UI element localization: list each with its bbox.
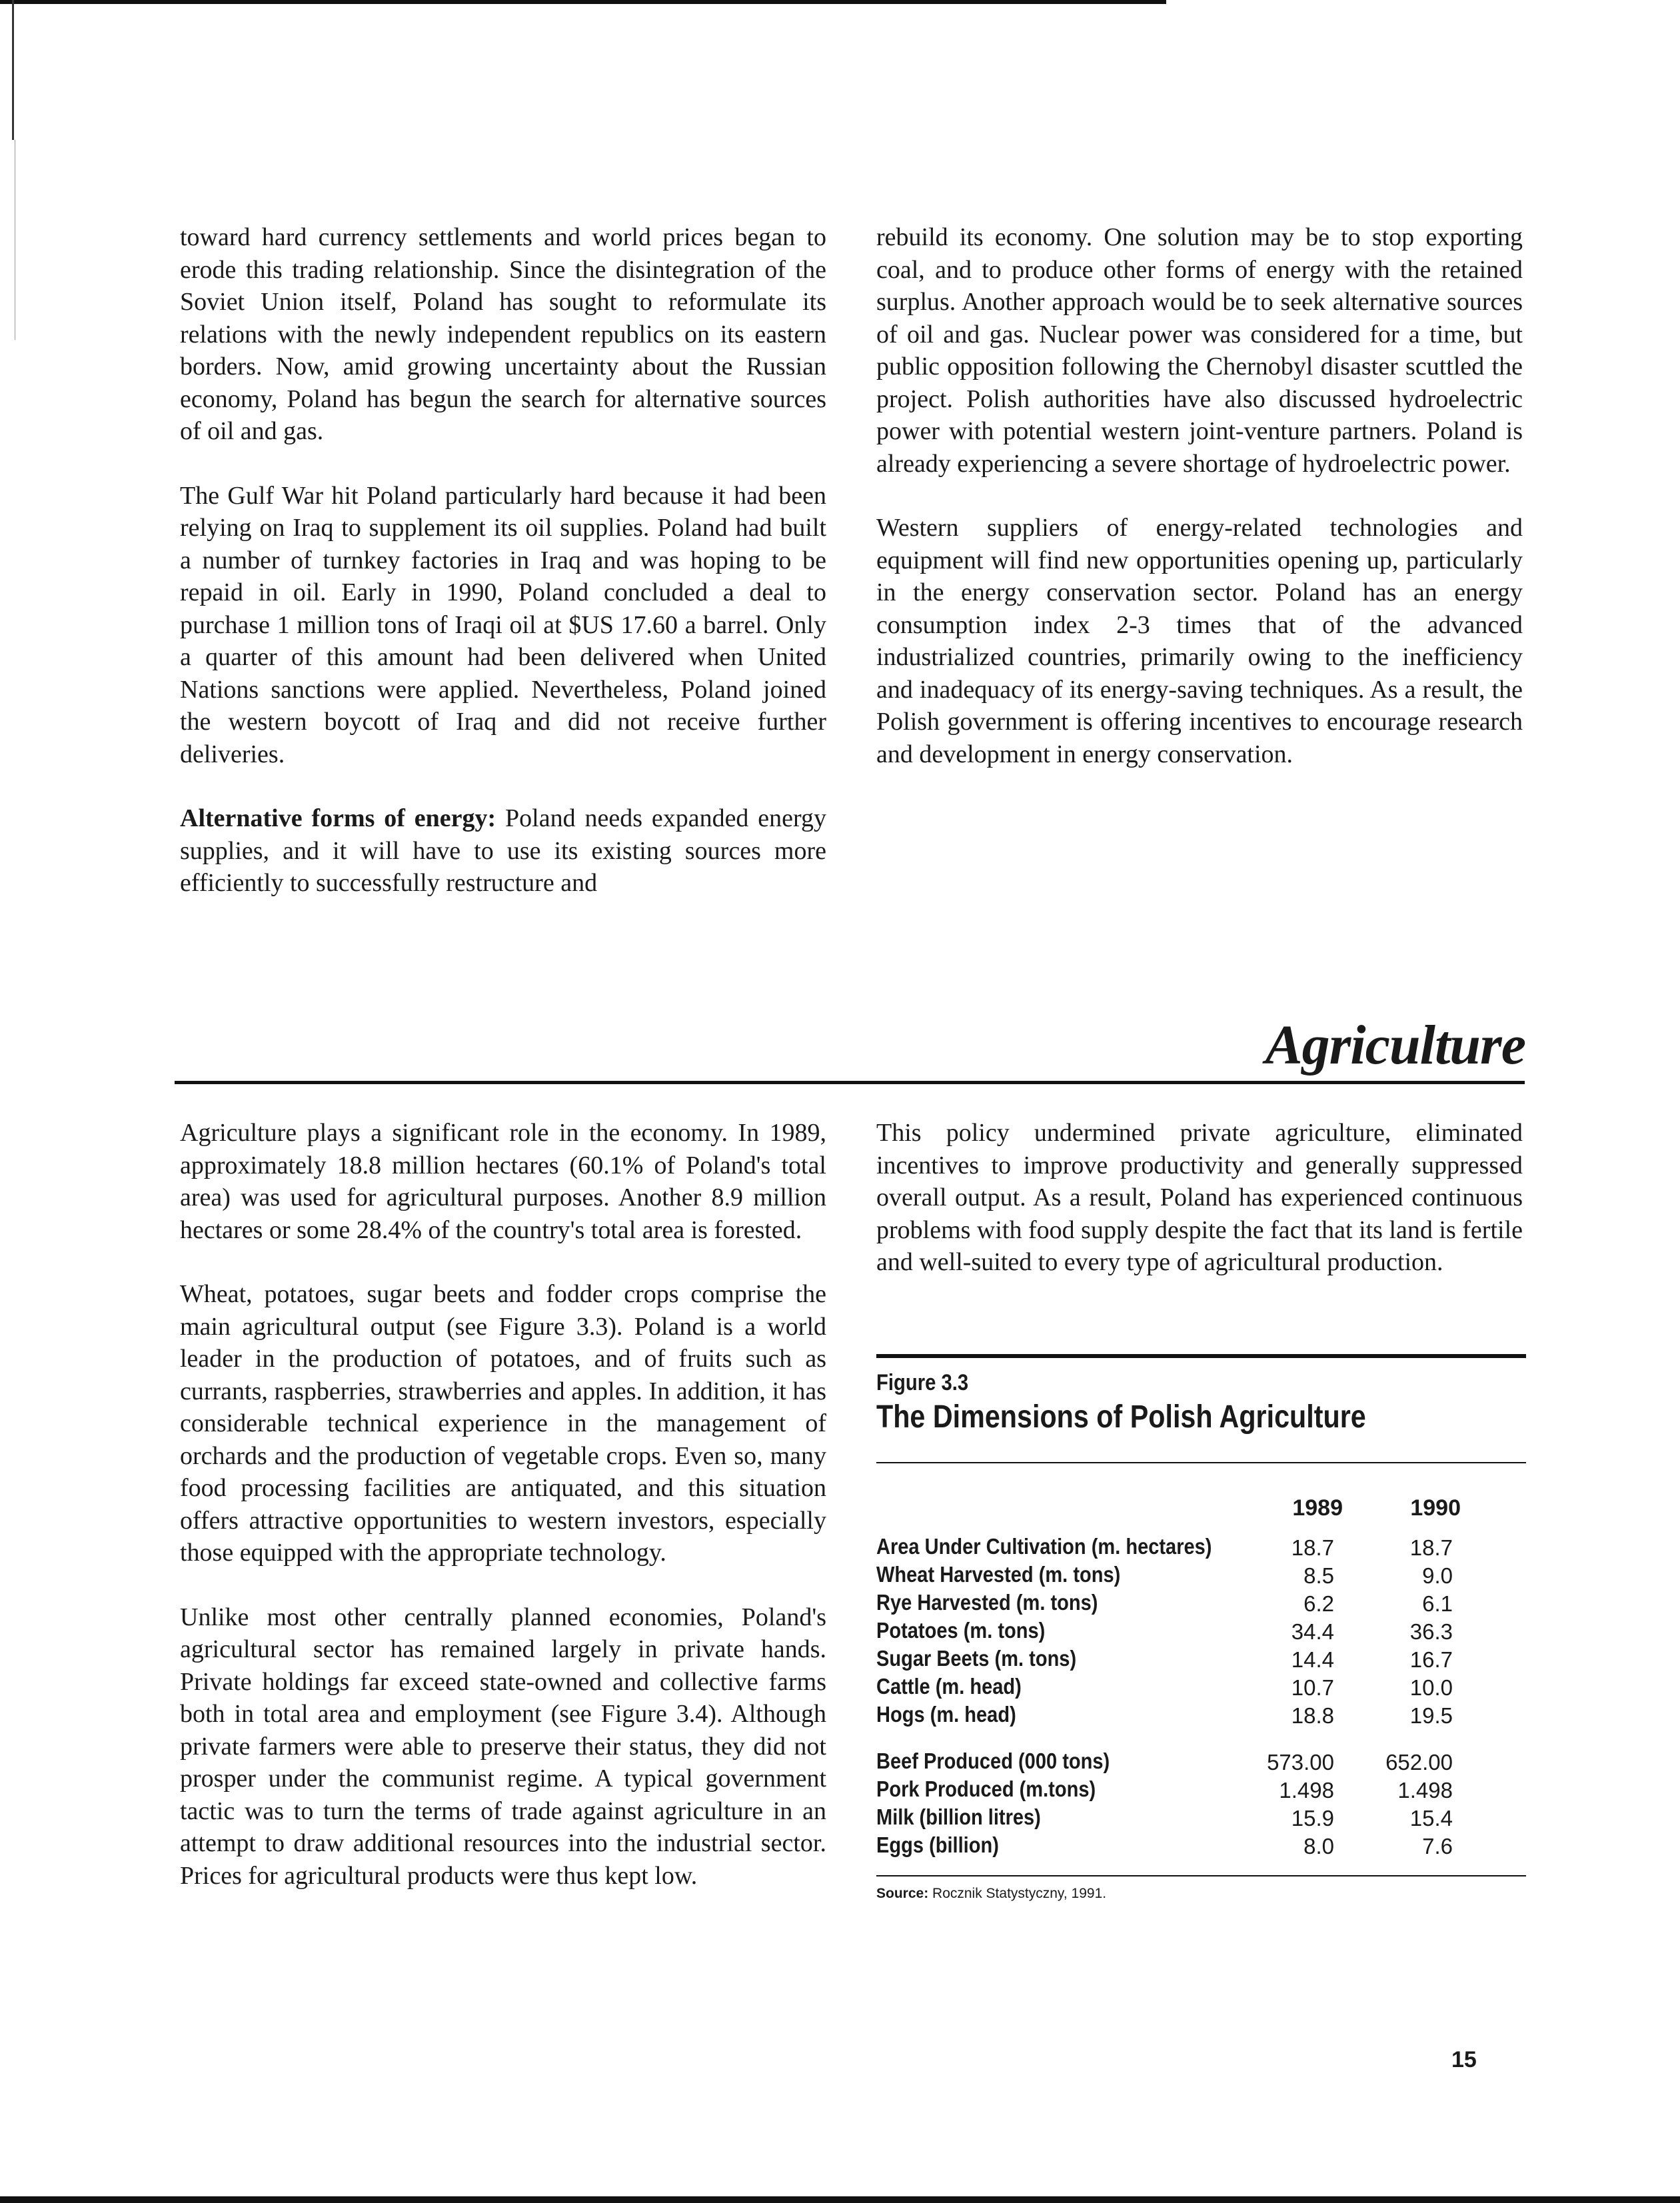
row-label: Potatoes (m. tons)	[876, 1618, 1046, 1643]
scan-edge-left	[12, 0, 14, 140]
value-1990: 18.7	[1409, 1535, 1453, 1560]
paragraph-body: Poland needs expanded energy supplies, and it will have to use its existing sources more efficiently to successfully restructure and	[180, 804, 826, 897]
value-1989: 10.7	[1291, 1675, 1334, 1700]
value-1990: 15.4	[1409, 1806, 1453, 1831]
value-1990: 7.6	[1422, 1834, 1453, 1858]
paragraph: This policy undermined private agriculture, eliminated incentives to improve productivity and generally suppressed overall output. As a result, Poland has experienced continuous problems with food supply despite the fact that its land is fertile and well-suited to every type of agricultural production.	[876, 1119, 1523, 1276]
value-1990: 1.498	[1397, 1778, 1453, 1803]
figure-3-3	[876, 1354, 1526, 1902]
row-label: Cattle (m. head)	[876, 1674, 1022, 1699]
section-title: Agriculture	[1265, 1014, 1525, 1076]
value-1989: 34.4	[1291, 1619, 1334, 1644]
table-row	[876, 1805, 1526, 1833]
source-label: Source:	[876, 1886, 929, 1901]
paragraph	[180, 802, 826, 900]
scan-edge-top	[0, 0, 1166, 4]
column-header-1990: 1990	[1410, 1495, 1461, 1521]
text-column-3	[180, 1117, 826, 1892]
row-label: Eggs (billion)	[876, 1833, 999, 1857]
table-group-spacer	[876, 1730, 1526, 1749]
text-column-1	[180, 221, 826, 900]
table-row	[876, 1646, 1526, 1674]
column-header-1989: 1989	[1292, 1495, 1343, 1521]
table-row	[876, 1590, 1526, 1618]
value-1989: 18.7	[1291, 1535, 1334, 1560]
row-label: Hogs (m. head)	[876, 1702, 1016, 1727]
value-1990: 10.0	[1409, 1675, 1453, 1700]
value-1990: 652.00	[1385, 1750, 1453, 1775]
value-1990: 36.3	[1409, 1619, 1453, 1644]
paragraph: Agriculture plays a significant role in the economy. In 1989, approximately 18.8 million hectares (60.1% of Poland's total area) was used for agricultural purposes. Another 8.9 million hectares or some 28.4% of the country's total area is forested.	[180, 1119, 826, 1244]
value-1989: 8.0	[1303, 1834, 1334, 1858]
table-row	[876, 1749, 1526, 1777]
value-1990: 6.1	[1422, 1591, 1453, 1616]
figure-bottom-rule	[876, 1875, 1526, 1876]
value-1990: 9.0	[1422, 1563, 1453, 1588]
row-label: Beef Produced (000 tons)	[876, 1749, 1110, 1773]
row-label: Rye Harvested (m. tons)	[876, 1590, 1098, 1615]
row-label: Milk (billion litres)	[876, 1805, 1041, 1829]
scan-edge-bottom	[0, 2196, 1680, 2203]
figure-table	[876, 1534, 1526, 1860]
row-label: Area Under Cultivation (m. hectares)	[876, 1534, 1212, 1559]
row-label: Sugar Beets (m. tons)	[876, 1646, 1077, 1671]
table-row	[876, 1618, 1526, 1646]
paragraph: rebuild its economy. One solution may be to stop exporting coal, and to produce other forms of energy with the retained surplus. Another approach would be to seek alternative sources of oil and gas. Nuclear power was considered for a time, but public opposition following the Chernobyl disaster scuttled the project. Polish authorities have also discussed hydroelectric power with potential western joint-venture partners. Poland is already experiencing a severe shortage of hydroelectric power.	[876, 223, 1523, 478]
figure-title: The Dimensions of Polish Agriculture	[876, 1399, 1366, 1435]
paragraph: Wheat, potatoes, sugar beets and fodder crops comprise the main agricultural output (see Figure 3.3). Poland is a world leader in the production of potatoes, and of fruits such as currants, raspberries, strawberries and apples. In addition, it has considerable technical experience in the management of orchards and the production of vegetable crops. Even so, many food processing facilities are antiquated, and this situation offers attractive opportunities to western investors, especially those equipped with the appropriate technology.	[180, 1280, 826, 1567]
table-row	[876, 1833, 1526, 1860]
figure-column-headers	[876, 1463, 1526, 1534]
figure-source	[876, 1886, 1526, 1902]
table-row	[876, 1674, 1526, 1702]
page-number: 15	[1451, 2047, 1477, 2072]
table-row	[876, 1777, 1526, 1805]
value-1989: 6.2	[1303, 1591, 1334, 1616]
section-rule	[175, 1081, 1525, 1084]
value-1989: 14.4	[1291, 1647, 1334, 1672]
paragraph: toward hard currency settlements and world prices began to erode this trading relationship. Since the disintegration of the Soviet Union itself, Poland has sought to reformulate its relations with the newly independent republics on its eastern borders. Now, amid growing uncertainty about the Russian economy, Poland has begun the search for alternative sources of oil and gas.	[180, 223, 826, 445]
value-1990: 19.5	[1409, 1703, 1453, 1728]
table-row	[876, 1534, 1526, 1562]
paragraph: Western suppliers of energy-related technologies and equipment will find new opportunities opening up, particularly in the energy conservation sector. Poland has an energy consumption index 2-3 times that of the advanced industrialized countries, primarily owing to the inefficiency and inadequacy of its energy-saving techniques. As a result, the Polish government is offering incentives to encourage research and development in energy conservation.	[876, 514, 1523, 768]
value-1989: 15.9	[1291, 1806, 1334, 1831]
row-label: Wheat Harvested (m. tons)	[876, 1562, 1121, 1587]
text-column-4	[876, 1117, 1523, 1279]
figure-top-rule	[876, 1354, 1526, 1358]
paragraph: The Gulf War hit Poland particularly hard because it had been relying on Iraq to supplement its oil supplies. Poland had built a number of turnkey factories in Iraq and was hoping to be repaid in oil. Early in 1990, Poland concluded a deal to purchase 1 million tons of Iraqi oil at $US 17.60 a barrel. Only a quarter of this amount had been delivered when United Nations sanctions were applied. Nevertheless, Poland joined the western boycott of Iraq and did not receive further deliveries.	[180, 481, 826, 768]
value-1989: 1.498	[1279, 1778, 1334, 1803]
source-text: Rocznik Statystyczny, 1991.	[928, 1886, 1107, 1901]
value-1989: 18.8	[1291, 1703, 1334, 1728]
table-row	[876, 1562, 1526, 1590]
row-label: Pork Produced (m.tons)	[876, 1777, 1096, 1801]
paragraph: Unlike most other centrally planned economies, Poland's agricultural sector has remained largely in private hands. Private holdings far exceed state-owned and collective farms both in total area and employment (see Figure 3.4). Although private farmers were able to preserve their status, they did not prosper under the communist regime. A typical government tactic was to turn the terms of trade against agriculture in an attempt to draw additional resources into the industrial sector. Prices for agricultural products were thus kept low.	[180, 1603, 826, 1890]
value-1990: 16.7	[1409, 1647, 1453, 1672]
value-1989: 8.5	[1303, 1563, 1334, 1588]
paragraph-lead-in: Alternative forms of energy:	[180, 804, 496, 832]
text-column-2	[876, 221, 1523, 770]
value-1989: 573.00	[1267, 1750, 1334, 1775]
table-row	[876, 1702, 1526, 1730]
figure-label: Figure 3.3	[876, 1370, 969, 1395]
